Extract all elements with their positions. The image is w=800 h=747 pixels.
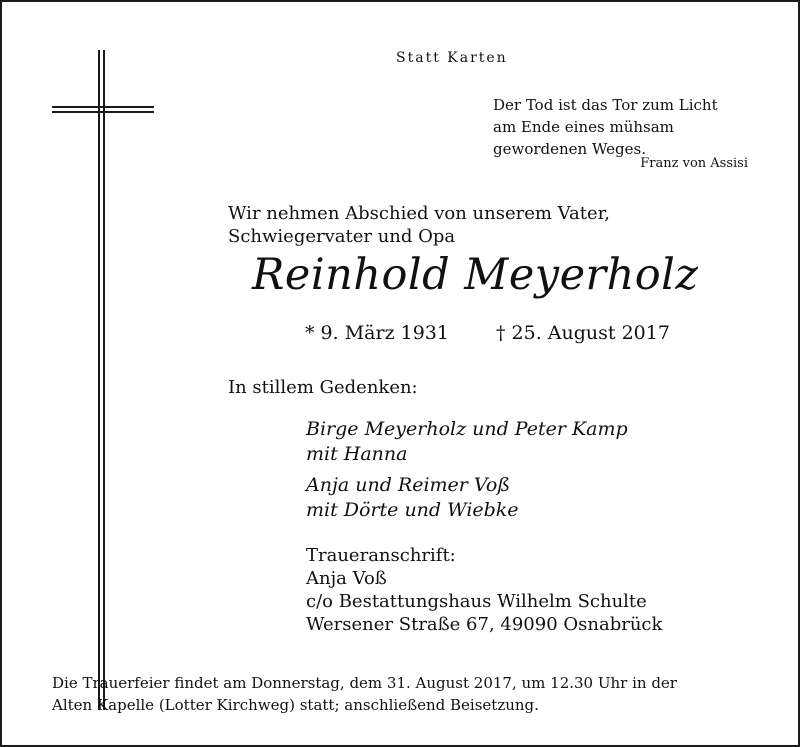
quote-line: gewordenen Weges. <box>493 140 646 158</box>
quote <box>493 94 763 160</box>
intro-text <box>228 202 610 248</box>
death-date: † 25. August 2017 <box>496 322 670 344</box>
mourner-family <box>306 473 519 523</box>
funeral-info-line: Die Trauerfeier findet am Donnerstag, dem 31. August 2017, um 12.30 Uhr in der <box>52 674 677 692</box>
address-line: Wersener Straße 67, 49090 Osnabrück <box>306 614 663 635</box>
mourner-family <box>306 417 628 467</box>
mourning-address <box>306 544 662 636</box>
address-line: c/o Bestattungshaus Wilhelm Schulte <box>306 591 647 612</box>
quote-line: Der Tod ist das Tor zum Licht <box>493 96 718 114</box>
funeral-info-line: Alten Kapelle (Lotter Kirchweg) statt; anschließend Beisetzung. <box>52 696 539 714</box>
funeral-info <box>52 672 677 716</box>
mourner-line: Anja und Reimer Voß <box>306 474 511 496</box>
intro-line: Schwiegervater und Opa <box>228 226 456 247</box>
mourner-line: Birge Meyerholz und Peter Kamp <box>306 418 628 440</box>
birth-date: * 9. März 1931 <box>305 322 449 344</box>
mourner-line: mit Hanna <box>306 443 408 465</box>
mourner-line: mit Dörte und Wiebke <box>306 499 519 521</box>
deceased-name: Reinhold Meyerholz <box>252 250 699 300</box>
statt-karten-label: Statt Karten <box>396 50 508 66</box>
address-line: Traueranschrift: <box>306 545 456 566</box>
address-line: Anja Voß <box>306 568 387 589</box>
quote-line: am Ende eines mühsam <box>493 118 674 136</box>
mourners-heading: In stillem Gedenken: <box>228 377 418 398</box>
intro-line: Wir nehmen Abschied von unserem Vater, <box>228 203 610 224</box>
quote-author: Franz von Assisi <box>640 156 748 171</box>
